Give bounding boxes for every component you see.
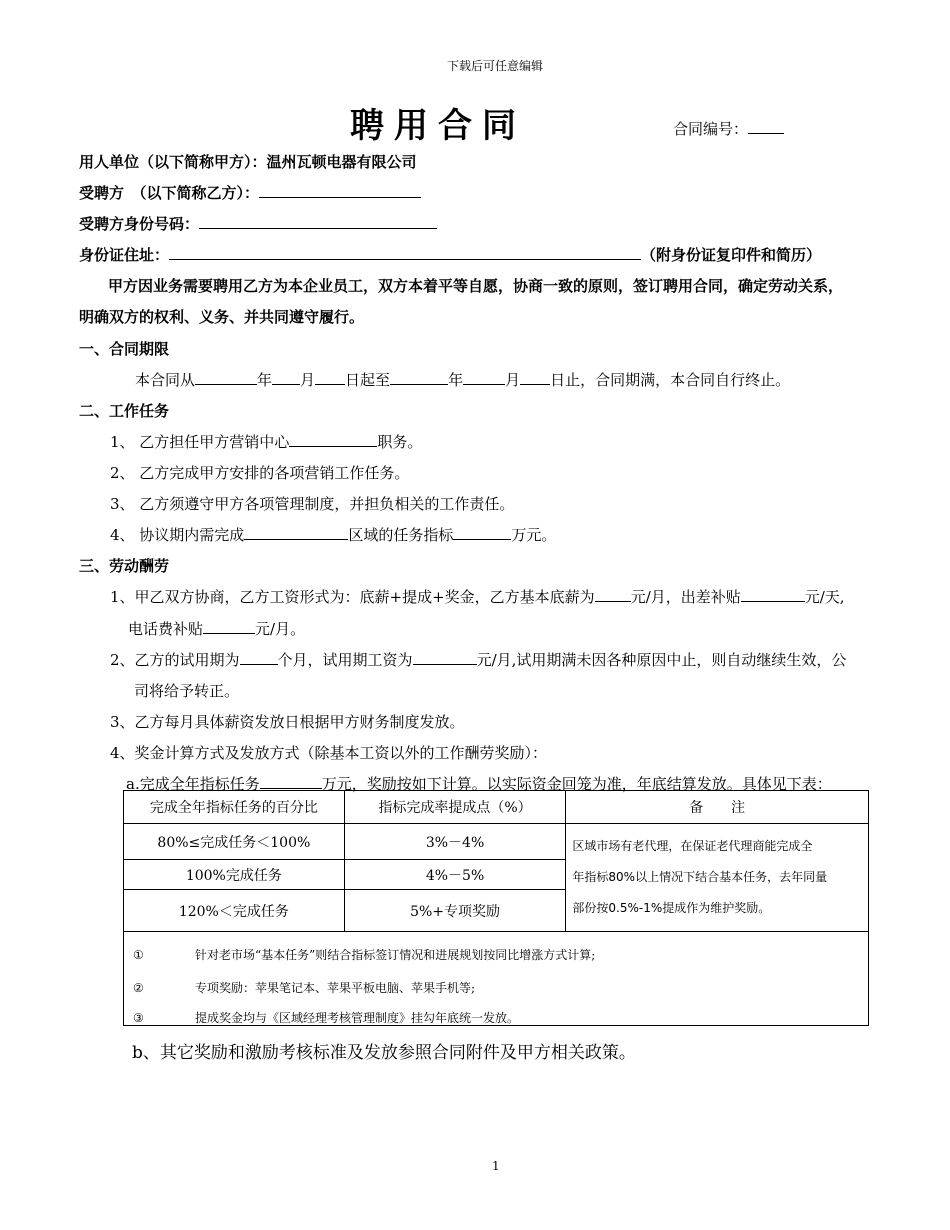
id-number-line: [79, 213, 437, 234]
employee-line: [79, 182, 421, 203]
footnote-2: [133, 979, 475, 996]
remark-line: 区域市场有老代理，在保证老代理商能完成全: [572, 839, 813, 853]
phone-allowance-blank[interactable]: [203, 618, 255, 634]
contract-number: [673, 118, 784, 139]
travel-allowance-blank[interactable]: [741, 586, 805, 602]
target-amount-blank[interactable]: [453, 524, 511, 540]
pay-text: 元/天,: [804, 588, 845, 606]
table-cell: 3%－4%: [344, 824, 566, 860]
duty-item-1: [110, 431, 422, 452]
remarks-cell: [566, 824, 869, 932]
table-header-row: [124, 791, 869, 824]
duty-item-4: [110, 524, 556, 545]
table-cell: 120%＜完成任务: [124, 890, 345, 932]
end-day-blank[interactable]: [520, 369, 550, 385]
pay-text: 元/月。: [255, 620, 306, 638]
address-blank[interactable]: [169, 244, 641, 260]
bonus-text: a.完成全年指标任务: [126, 775, 260, 793]
employer-line: 用人单位（以下简称甲方）：温州瓦顿电器有限公司: [79, 153, 417, 171]
table-header: 备 注: [566, 791, 869, 824]
contract-number-blank[interactable]: [748, 118, 784, 134]
address-label: 身份证住址：: [79, 246, 170, 264]
region-blank[interactable]: [244, 524, 348, 540]
start-day-blank[interactable]: [315, 369, 345, 385]
pay-text: 个月，试用期工资为: [277, 651, 413, 669]
table-header: 完成全年指标任务的百分比: [124, 791, 345, 824]
footnote-number: ③: [133, 1011, 144, 1025]
employee-label: 受聘方 （以下简称乙方）：: [79, 184, 260, 202]
page-title: 聘用合同: [350, 106, 526, 146]
duty-text: 1、 乙方担任甲方营销中心: [110, 433, 290, 451]
pay-text: 元/月,试用期满未因各种原因中止，则自动继续生效，公: [476, 651, 847, 669]
table-row: [124, 824, 869, 860]
section-3-heading: 三、劳动酬劳: [79, 557, 170, 575]
term-text: 年: [257, 371, 273, 389]
intro-line-1: 甲方因业务需要聘用乙方为本企业员工，双方本着平等自愿，协商一致的原则，签订聘用合同，确定劳动关系，: [108, 277, 844, 295]
term-text: 月: [300, 371, 316, 389]
duty-text: 4、 协议期内需完成: [110, 526, 245, 544]
id-number-label: 受聘方身份号码：: [79, 215, 200, 233]
table-cell: 4%－5%: [344, 860, 566, 890]
pay-text: 2、乙方的试用期为: [110, 651, 240, 669]
pay-text: 电话费补贴: [128, 620, 204, 638]
term-text: 日止，合同期满，本合同自行终止。: [550, 371, 791, 389]
header-note: 下载后可任意编辑: [447, 59, 544, 73]
remark-line: 年指标80%以上情况下结合基本任务，去年同量: [572, 870, 828, 884]
term-text: 月: [505, 371, 521, 389]
footnote-text: 提成奖金均与《区域经理考核管理制度》挂勾年底统一发放。: [195, 1011, 520, 1025]
end-year-blank[interactable]: [390, 369, 448, 385]
section-1-heading: 一、合同期限: [79, 340, 170, 358]
pay-item-4: 4、奖金计算方式及发放方式（除基本工资以外的工作酬劳奖励）：: [110, 744, 548, 762]
footnote-1: [133, 946, 595, 963]
employee-name-blank[interactable]: [259, 182, 421, 198]
footnote-3: [133, 1009, 519, 1026]
pay-item-1-cont: [128, 618, 305, 639]
start-year-blank[interactable]: [195, 369, 257, 385]
base-salary-blank[interactable]: [595, 586, 631, 602]
probation-salary-blank[interactable]: [413, 649, 477, 665]
footnote-number: ②: [133, 981, 144, 995]
duty-item-3: 3、 乙方须遵守甲方各项管理制度，并担负相关的工作责任。: [110, 495, 515, 513]
start-month-blank[interactable]: [272, 369, 300, 385]
pay-item-2: [110, 649, 846, 670]
duty-text: 职务。: [377, 433, 423, 451]
annual-target-blank[interactable]: [260, 773, 322, 789]
section-2-heading: 二、工作任务: [79, 402, 170, 420]
page-number: 1: [492, 1159, 500, 1173]
table-cell: 5%+专项奖励: [344, 890, 566, 932]
pay-text: 元/月，出差补贴: [630, 588, 741, 606]
pay-item-1: [110, 586, 845, 607]
term-text: 日起至: [345, 371, 391, 389]
end-month-blank[interactable]: [463, 369, 505, 385]
term-line: [135, 369, 790, 390]
bonus-text: 万元，奖励按如下计算。以实际资金回笼为准，年底结算发放。具体见下表：: [321, 775, 832, 793]
intro-line-2: 明确双方的权利、义务、并共同遵守履行。: [79, 308, 365, 326]
table-cell: 80%≤完成任务＜100%: [124, 824, 345, 860]
table-header: 指标完成率提成点（%）: [344, 791, 566, 824]
pay-item-2-cont: 司将给予转正。: [134, 682, 240, 700]
duty-text: 区域的任务指标: [348, 526, 454, 544]
duty-text: 万元。: [511, 526, 557, 544]
term-text: 年: [448, 371, 464, 389]
pay-item-3: 3、乙方每月具体薪资发放日根据甲方财务制度发放。: [110, 713, 465, 731]
footnote-number: ①: [133, 948, 144, 962]
duty-item-2: 2、 乙方完成甲方安排的各项营销工作任务。: [110, 464, 410, 482]
footnote-text: 针对老市场“基本任务”则结合指标签订情况和进展规划按同比增涨方式计算;: [195, 948, 596, 962]
pay-text: 1、甲乙双方协商，乙方工资形式为：底薪+提成+奖金，乙方基本底薪为: [110, 588, 595, 606]
contract-number-label: 合同编号：: [673, 120, 749, 138]
position-blank[interactable]: [289, 431, 377, 447]
remark-line: 部份按0.5%-1%提成作为维护奖励。: [572, 901, 771, 915]
probation-months-blank[interactable]: [240, 649, 278, 665]
address-line: [79, 244, 821, 265]
id-number-blank[interactable]: [199, 213, 437, 229]
address-note: （附身份证复印件和简历）: [641, 246, 822, 264]
bonus-item-b: b、其它奖励和激励考核标准及发放参照合同附件及甲方相关政策。: [132, 1043, 636, 1063]
table-cell: 100%完成任务: [124, 860, 345, 890]
term-text: 本合同从: [135, 371, 196, 389]
footnote-text: 专项奖励：苹果笔记本、苹果平板电脑、苹果手机等;: [195, 981, 476, 995]
